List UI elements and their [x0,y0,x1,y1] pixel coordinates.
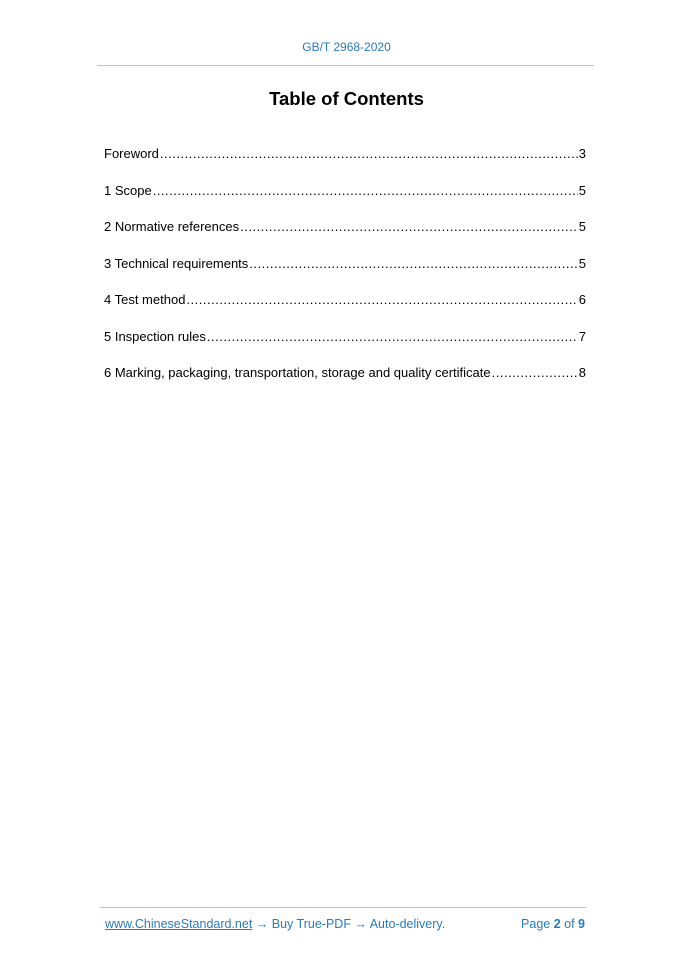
toc-entry-label: 2 Normative references [104,219,240,234]
toc-dot-leader [240,219,578,234]
toc-entry-test-method[interactable] [104,292,586,329]
header-divider [97,65,594,66]
footer-promo [105,917,445,931]
site-link[interactable]: www.ChineseStandard.net [105,917,253,931]
footer [105,917,585,931]
page-number [521,917,585,931]
toc-entry-page: 8 [578,365,586,380]
arrow-icon: → [350,917,370,931]
toc-entry-foreword[interactable] [104,146,586,183]
toc-entry-label: 4 Test method [104,292,186,307]
toc-entry-label: 5 Inspection rules [104,328,206,344]
delivery-text: Auto-delivery. [369,917,446,931]
toc-dot-leader [249,256,577,271]
page-total: 9 [578,917,585,931]
toc-dot-leader [160,146,578,161]
toc-entry-page: 7 [578,328,586,344]
toc-entry-page: 3 [578,146,586,161]
toc-entry-page: 5 [578,255,586,271]
arrow-icon: → [252,917,272,931]
toc-dot-leader [186,292,577,307]
toc-entry-page: 5 [578,182,586,198]
toc-dot-leader [492,365,578,380]
toc-entry-technical-requirements[interactable] [104,256,586,293]
toc-entry-label: 1 Scope [104,182,152,198]
toc-entry-label: 3 Technical requirements [104,255,249,271]
page-of: of [560,917,579,931]
toc-entry-label: 6 Marking, packaging, transportation, storage and quality certificate [104,365,491,380]
toc-entry-inspection-rules[interactable] [104,329,586,366]
toc-entry-page: 5 [578,219,586,234]
page-current: 2 [553,917,561,931]
header-standard-code: GB/T 2968-2020 [302,40,391,54]
toc-entry-scope[interactable] [104,183,586,220]
toc-entry-marking-packaging[interactable] [104,365,586,402]
toc-list [104,146,586,402]
toc-entry-normative-references[interactable] [104,219,586,256]
footer-divider [100,907,586,908]
toc-dot-leader [207,329,578,344]
toc-entry-label: Foreword [104,146,159,161]
toc-dot-leader [153,183,578,198]
buy-text: Buy True-PDF [271,917,351,931]
page-prefix: Page [521,917,554,931]
page-title: Table of Contents [269,88,424,109]
toc-entry-page: 6 [578,292,586,307]
